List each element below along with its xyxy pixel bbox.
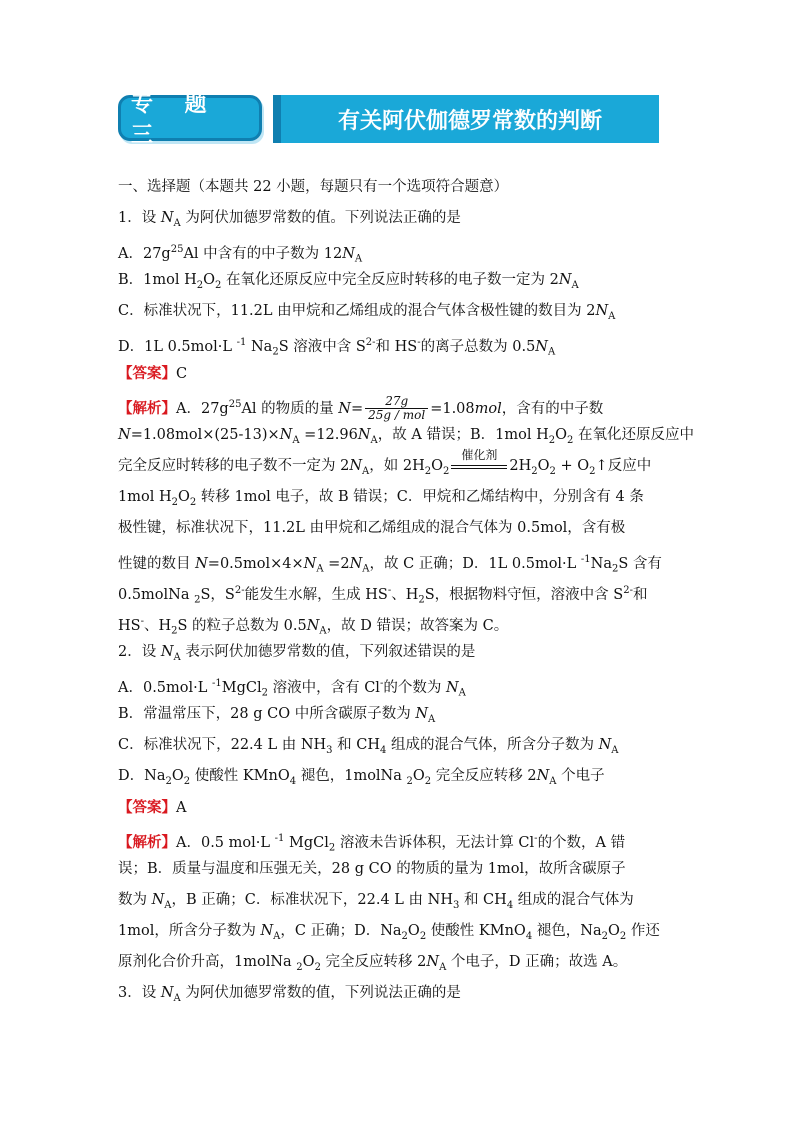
question-2-option-c: C．标准状况下，22.4 L 由 $NH_3$ 和 $CH_4$ 组成的混合气体，所含分子数为 $N_A$ [118, 737, 619, 756]
question-1-analysis-line-5: 极性键，标准状况下，11.2L 由甲烷和乙烯组成的混合气体为 0.5mol，含有极 [118, 520, 626, 536]
question-1-analysis-line-1: 【解析】A．$27g^{25}Al$ 的物质的量 N= $\frac{27g}{\text{25g / mol}}$ =1.08mol，含有的中子数 [118, 394, 604, 423]
answer-label: 【答案】 [118, 365, 176, 382]
question-1-answer [118, 358, 678, 389]
topic-title: 有关阿伏伽德罗常数的判断 [337, 108, 602, 134]
question-2-analysis-line-1: 【解析】A．0.5 mol·L $^{-1}$ MgCl$_2$ 溶液未告诉体积，无法计算 Cl-的个数，A 错 [118, 833, 626, 854]
question-1-stem: 1．设 $N_A$ 为阿伏加德罗常数的值。下列说法正确的是 [118, 210, 461, 229]
topic-title-bar [273, 95, 659, 143]
question-2-option-d: D．$Na_2O_2$ 使酸性 KMnO$_4$ 褪色，1molNa $_2O_2$ 完全反应转移 $2N_A$ 个电子 [118, 768, 605, 787]
question-1-analysis-line-2: $N=1.08mol\times(25-13)\times N_A =12.96N_A$，故 A 错误；B．1mol $H_2O_2$ 在氧化还原反应中 [118, 427, 694, 446]
question-2-analysis-line-5: 原剂化合价升高，1molNa $_2O_2$ 完全反应转移 $2N_A$ 个电子，D 正确；故选 A。 [118, 954, 628, 973]
question-1-option-c: C．标准状况下，11.2L 由甲烷和乙烯组成的混合气体含极性键的数目为 $2N_A$ [118, 303, 616, 322]
answer-label: 【答案】 [118, 799, 176, 816]
question-3-stem: 3．设 $N_A$ 为阿伏加德罗常数的值，下列说法正确的是 [118, 985, 461, 1004]
question-1-analysis-line-7: 0.5molNa $_2$S，$S^{2-}$能发生水解，生成 HS-、$H_2S$，根据物料守恒，溶液中含 $S^{2-}$和 [118, 585, 648, 606]
analysis-label: 【解析】 [118, 833, 176, 851]
question-2-answer-value: A [176, 800, 187, 816]
question-1-analysis-line-4: 1mol $H_2O_2$ 转移 1mol 电子，故 B 错误；C．甲烷和乙烯结构中，分别含有 4 条 [118, 489, 644, 508]
section-header [118, 92, 659, 148]
question-2-analysis-line-4: 1mol，所含分子数为 $N_A$，C 正确；D．$Na_2O_2$ 使酸性 KMnO$_4$ 褪色，$Na_2O_2$ 作还 [118, 923, 660, 942]
question-1-analysis-line-6: 性键的数目 $N=0.5mol\times 4\times N_A =2N_A$，故 C 正确；D．1L 0.5mol·L $^{-1}Na_2S$ 含有 [118, 554, 662, 575]
question-2-answer [118, 792, 678, 823]
question-2-option-b: B．常温常压下，28 g CO 中所含碳原子数为 $N_A$ [118, 706, 436, 725]
catalyst-arrow: 催化剂 [449, 455, 509, 477]
question-1-answer-value: C [176, 366, 188, 382]
question-1-option-d: D．1L 0.5mol·L $^{-1}$ $Na_2S$ 溶液中含 $S^{2-}$和 HS-的离子总数为 $0.5N_A$ [118, 337, 556, 358]
question-1-option-a: A．$27g^{25}Al$ 中含有的中子数为 $12N_A$ [118, 244, 363, 265]
topic-badge-label: 专 题 三 [131, 92, 219, 148]
question-2-stem: 2．设 $N_A$ 表示阿伏加德罗常数的值，下列叙述错误的是 [118, 644, 476, 663]
fraction: $\frac{27g}{\text{25g / mol}}$ [365, 395, 428, 422]
question-1-option-b: B．1mol $H_2O_2$ 在氧化还原反应中完全反应时转移的电子数一定为 $2N_A$ [118, 272, 579, 291]
document-body [118, 172, 694, 1009]
question-2-analysis-line-3: 数为 $N_A$，B 正确；C．标准状况下，22.4 L 由 $NH_3$ 和 $CH_4$ 组成的混合气体为 [118, 892, 634, 911]
question-1-analysis-line-8: HS-、$H_2S$ 的粒子总数为 $0.5N_A$，故 D 错误；故答案为 C。 [118, 616, 509, 637]
question-2-option-a: A．0.5mol·L $^{-1}$MgCl$_2$ 溶液中，含有 Cl-的个数为 $N_A$ [118, 678, 466, 699]
topic-badge [118, 92, 262, 148]
analysis-label: 【解析】 [118, 399, 176, 417]
question-1-analysis-line-3: 完全反应时转移的电子数不一定为 $2N_A$，如 $2H_2O_2$ 催化剂 $2H_2O_2$ + $O_2↑$反应中 [118, 448, 652, 477]
question-2-analysis-line-2: 误；B．质量与温度和压强无关，28 g CO 的物质的量为 1mol，故所含碳原子 [118, 861, 626, 877]
section-instruction: 一、选择题（本题共 22 小题，每题只有一个选项符合题意） [118, 179, 509, 195]
